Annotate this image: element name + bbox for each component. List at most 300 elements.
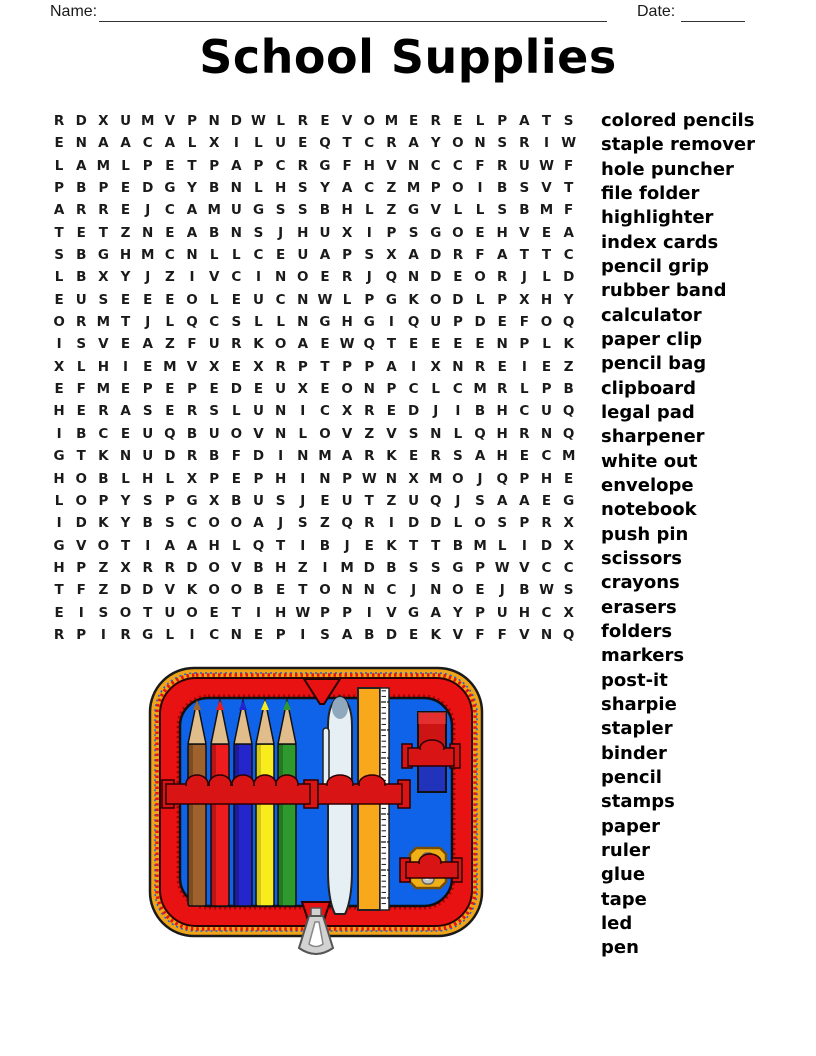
grid-letter: L xyxy=(520,381,529,398)
word-list-item: pencil xyxy=(601,766,662,788)
grid-letter: D xyxy=(75,515,87,532)
grid-letter: Z xyxy=(364,425,375,442)
grid-letter: I xyxy=(300,470,306,487)
grid-letter: A xyxy=(341,448,353,465)
grid-letter: C xyxy=(187,515,197,532)
grid-letter: R xyxy=(142,559,153,576)
grid-letter: N xyxy=(297,291,309,308)
grid-letter: O xyxy=(186,291,198,308)
grid-letter: I xyxy=(189,626,195,643)
grid-letter: V xyxy=(76,537,87,554)
grid-letter: M xyxy=(96,314,111,331)
grid-letter: N xyxy=(363,582,375,599)
grid-letter: S xyxy=(519,180,530,197)
grid-letter: J xyxy=(278,515,284,532)
grid-letter: F xyxy=(475,626,485,643)
grid-letter: S xyxy=(275,492,286,509)
word-list-item: clipboard xyxy=(601,377,697,399)
pencil-case-illustration xyxy=(146,660,490,960)
grid-letter: E xyxy=(408,336,419,353)
grid-letter: U xyxy=(164,604,176,621)
grid-letter: B xyxy=(98,470,109,487)
grid-letter: T xyxy=(541,113,552,129)
grid-letter: A xyxy=(164,135,176,152)
grid-letter: K xyxy=(408,291,419,308)
grid-letter: H xyxy=(208,537,220,554)
word-list-item: tape xyxy=(601,888,647,910)
grid-letter: H xyxy=(341,202,353,219)
grid-letter: P xyxy=(54,180,65,197)
grid-letter: R xyxy=(541,515,552,532)
grid-letter: L xyxy=(209,291,219,308)
grid-letter: S xyxy=(563,582,574,599)
grid-letter: D xyxy=(142,582,154,599)
grid-letter: C xyxy=(541,559,552,576)
grid-row xyxy=(48,579,580,601)
grid-letter: B xyxy=(76,269,87,286)
grid-letter: H xyxy=(496,448,508,465)
grid-letter: A xyxy=(186,537,198,554)
grid-letter: J xyxy=(278,224,284,241)
grid-letter: U xyxy=(142,425,154,442)
grid-letter: T xyxy=(276,537,286,554)
grid-letter: P xyxy=(342,604,353,621)
grid-letter: T xyxy=(564,180,574,197)
grid-letter: P xyxy=(342,358,353,375)
grid-letter: E xyxy=(475,582,485,599)
grid-letter: M xyxy=(207,202,221,219)
grid-letter: J xyxy=(145,314,151,331)
grid-letter: B xyxy=(76,247,87,264)
grid-letter: H xyxy=(496,403,508,420)
grid-letter: C xyxy=(98,425,109,442)
word-list-item: stamps xyxy=(601,791,675,813)
grid-letter: O xyxy=(341,381,353,398)
grid-letter: L xyxy=(431,381,441,398)
grid-letter: C xyxy=(563,559,574,576)
word-list-item: scissors xyxy=(601,547,682,569)
grid-letter: S xyxy=(497,202,508,219)
grid-letter: B xyxy=(209,224,220,241)
grid-letter: A xyxy=(341,626,353,643)
grid-letter: L xyxy=(276,314,285,331)
grid-letter: I xyxy=(300,626,306,643)
grid-row xyxy=(48,333,580,355)
grid-letter: N xyxy=(274,269,287,286)
grid-letter: O xyxy=(474,269,486,286)
grid-letter: L xyxy=(254,180,263,197)
grid-letter: E xyxy=(475,336,485,353)
grid-letter: O xyxy=(119,604,132,621)
grid-letter: D xyxy=(430,247,442,264)
grid-letter: Q xyxy=(429,492,442,509)
grid-letter: R xyxy=(497,157,508,174)
grid-letter: A xyxy=(98,135,109,152)
grid-letter: M xyxy=(163,358,177,375)
grid-letter: V xyxy=(541,180,552,197)
grid-letter: N xyxy=(540,425,553,442)
grid-letter: H xyxy=(363,157,375,174)
grid-letter: N xyxy=(430,425,442,442)
grid-letter: K xyxy=(98,515,109,532)
grid-letter: G xyxy=(363,314,375,331)
grid-letter: V xyxy=(164,113,176,129)
grid-letter: F xyxy=(564,202,574,219)
grid-row xyxy=(48,624,580,646)
grid-letter: N xyxy=(75,135,87,152)
grid-letter: L xyxy=(54,269,64,286)
grid-letter: N xyxy=(208,113,220,129)
grid-letter: U xyxy=(120,113,132,129)
word-list-item: erasers xyxy=(601,596,677,618)
grid-letter: I xyxy=(388,515,394,532)
grid-letter: L xyxy=(475,113,485,129)
grid-letter: T xyxy=(98,224,108,241)
grid-letter: J xyxy=(521,269,527,286)
grid-letter: A xyxy=(430,604,441,621)
eraser-strap xyxy=(402,740,460,768)
grid-letter: N xyxy=(142,224,154,241)
grid-letter: K xyxy=(253,336,264,353)
grid-letter: A xyxy=(386,358,397,375)
grid-letter: M xyxy=(539,202,554,219)
grid-letter: T xyxy=(54,224,64,241)
grid-letter: Q xyxy=(407,314,420,331)
grid-letter: Z xyxy=(320,515,330,532)
grid-letter: A xyxy=(253,515,264,532)
word-list-item: led xyxy=(601,912,633,934)
grid-letter: A xyxy=(408,247,419,264)
grid-letter: S xyxy=(98,604,109,621)
grid-letter: E xyxy=(165,224,175,241)
grid-letter: T xyxy=(541,247,552,264)
grid-letter: J xyxy=(366,269,372,286)
grid-letter: I xyxy=(278,448,284,465)
grid-letter: B xyxy=(231,492,242,509)
grid-letter: V xyxy=(386,604,397,621)
grid-letter: W xyxy=(561,135,577,152)
grid-letter: G xyxy=(430,224,442,241)
grid-letter: O xyxy=(297,269,309,286)
grid-letter: U xyxy=(275,135,287,152)
grid-letter: P xyxy=(541,381,552,398)
grid-letter: X xyxy=(341,403,353,420)
grid-letter: T xyxy=(408,537,419,554)
grid-letter: S xyxy=(231,314,242,331)
grid-letter: G xyxy=(53,448,65,465)
grid-letter: F xyxy=(76,582,86,599)
grid-letter: S xyxy=(142,492,153,509)
grid-letter: N xyxy=(274,425,287,442)
grid-letter: U xyxy=(208,425,220,442)
grid-letter: C xyxy=(430,157,441,174)
grid-letter: E xyxy=(54,291,64,308)
grid-letter: A xyxy=(186,224,198,241)
grid-letter: S xyxy=(408,559,419,576)
grid-letter: Z xyxy=(164,269,175,286)
sharpener-strap xyxy=(400,854,462,882)
grid-letter: K xyxy=(430,626,441,643)
grid-letter: N xyxy=(430,582,442,599)
grid-letter: I xyxy=(455,403,461,420)
word-list-item: colored pencils xyxy=(601,110,755,131)
grid-letter: R xyxy=(186,403,198,420)
grid-letter: E xyxy=(209,604,219,621)
grid-letter: U xyxy=(430,314,442,331)
grid-letter: U xyxy=(275,381,287,398)
grid-letter: E xyxy=(541,492,552,509)
grid-row xyxy=(48,356,580,378)
grid-letter: D xyxy=(385,626,398,643)
grid-letter: V xyxy=(386,425,397,442)
grid-letter: J xyxy=(145,202,151,219)
grid-letter: R xyxy=(364,448,375,465)
grid-letter: A xyxy=(297,336,309,353)
grid-letter: V xyxy=(98,336,109,353)
grid-letter: A xyxy=(408,135,419,152)
grid-letter: O xyxy=(230,425,243,442)
word-list-item: crayons xyxy=(601,572,680,594)
grid-letter: E xyxy=(386,403,397,420)
grid-letter: E xyxy=(408,113,419,129)
grid-letter: B xyxy=(76,425,87,442)
grid-letter: E xyxy=(497,314,507,331)
grid-letter: E xyxy=(541,358,552,375)
grid-letter: C xyxy=(253,247,264,264)
grid-letter: S xyxy=(453,448,463,465)
grid-letter: V xyxy=(231,559,242,576)
grid-letter: B xyxy=(563,381,574,398)
grid-letter: A xyxy=(142,336,153,353)
grid-letter: M xyxy=(473,381,487,398)
grid-letter: J xyxy=(499,582,505,599)
grid-letter: L xyxy=(497,537,507,554)
grid-letter: A xyxy=(120,403,131,420)
grid-letter: L xyxy=(165,470,175,487)
grid-letter: E xyxy=(209,381,219,398)
grid-letter: R xyxy=(519,425,530,442)
grid-letter: L xyxy=(54,492,64,509)
grid-letter: X xyxy=(120,559,131,576)
grid-letter: C xyxy=(364,180,375,197)
grid-letter: E xyxy=(541,224,552,241)
grid-letter: R xyxy=(386,135,397,152)
grid-letter: H xyxy=(53,403,65,420)
grid-letter: H xyxy=(274,559,287,576)
date-blank-line xyxy=(681,21,745,22)
grid-letter: M xyxy=(384,113,399,129)
grid-letter: O xyxy=(97,537,110,554)
word-list-item: markers xyxy=(601,645,685,667)
grid-letter: G xyxy=(452,559,464,576)
grid-letter: C xyxy=(541,448,552,465)
word-list-item: file folder xyxy=(601,182,700,204)
grid-row xyxy=(48,602,580,624)
grid-letter: T xyxy=(187,157,197,174)
grid-letter: N xyxy=(186,247,198,264)
grid-letter: M xyxy=(96,157,111,174)
grid-letter: E xyxy=(54,604,64,621)
grid-letter: N xyxy=(496,336,508,353)
grid-letter: D xyxy=(75,113,87,129)
grid-letter: X xyxy=(208,492,220,509)
pen xyxy=(323,696,352,914)
grid-letter: G xyxy=(319,157,331,174)
grid-letter: P xyxy=(209,157,220,174)
grid-letter: D xyxy=(230,113,242,129)
grid-row xyxy=(48,110,580,132)
grid-letter: B xyxy=(76,180,87,197)
grid-letter: I xyxy=(322,559,328,576)
grid-letter: X xyxy=(563,537,574,554)
grid-letter: M xyxy=(340,559,354,576)
grid-letter: L xyxy=(232,537,241,554)
grid-letter: J xyxy=(455,492,461,509)
grid-letter: E xyxy=(453,269,463,286)
grid-letter: A xyxy=(186,202,198,219)
grid-letter: E xyxy=(76,403,86,420)
grid-letter: T xyxy=(231,604,241,621)
grid-letter: X xyxy=(208,358,220,375)
grid-letter: I xyxy=(123,358,129,375)
grid-letter: H xyxy=(518,604,531,621)
word-list-item: ruler xyxy=(601,839,650,861)
grid-letter: V xyxy=(519,224,530,241)
grid-letter: N xyxy=(540,626,553,643)
grid-letter: P xyxy=(430,180,441,197)
grid-letter: B xyxy=(209,448,220,465)
grid-letter: Q xyxy=(186,314,198,331)
grid-letter: V xyxy=(208,269,220,286)
grid-row xyxy=(48,490,580,512)
grid-letter: Y xyxy=(320,180,330,197)
grid-letter: V xyxy=(519,559,530,576)
grid-letter: C xyxy=(164,247,175,264)
grid-letter: X xyxy=(563,515,574,532)
grid-row xyxy=(48,199,580,221)
grid-letter: Y xyxy=(120,492,131,509)
grid-letter: Q xyxy=(252,537,265,554)
grid-letter: B xyxy=(497,180,508,197)
grid-letter: L xyxy=(232,403,241,420)
grid-letter: N xyxy=(407,157,420,174)
grid-letter: Z xyxy=(563,358,574,375)
grid-letter: E xyxy=(320,492,330,509)
grid-letter: H xyxy=(341,314,353,331)
word-list-item: index cards xyxy=(601,231,719,253)
grid-letter: A xyxy=(474,448,486,465)
grid-letter: A xyxy=(496,247,508,264)
word-list-item: rubber band xyxy=(601,280,727,302)
word-list-item: pen xyxy=(601,937,639,959)
grid-letter: P xyxy=(519,515,530,532)
grid-letter: M xyxy=(429,470,443,487)
word-list-item: stapler xyxy=(601,718,673,740)
grid-letter: X xyxy=(430,358,441,375)
grid-letter: G xyxy=(252,202,265,219)
grid-letter: W xyxy=(251,113,266,129)
grid-letter: I xyxy=(56,336,62,353)
word-list-item: post-it xyxy=(601,669,668,691)
grid-letter: P xyxy=(386,224,397,241)
grid-letter: L xyxy=(187,135,197,152)
grid-letter: E xyxy=(165,403,175,420)
grid-row xyxy=(48,468,580,490)
grid-letter: S xyxy=(297,515,308,532)
grid-letter: N xyxy=(230,626,242,643)
grid-letter: E xyxy=(120,202,131,219)
grid-letter: P xyxy=(187,381,197,398)
grid-letter: E xyxy=(253,626,264,643)
grid-letter: H xyxy=(119,247,132,264)
grid-letter: Y xyxy=(120,515,131,532)
grid-letter: V xyxy=(386,157,397,174)
grid-letter: H xyxy=(274,604,287,621)
grid-letter: J xyxy=(433,403,439,420)
grid-letter: C xyxy=(231,269,242,286)
grid-letter: U xyxy=(319,224,331,241)
grid-row xyxy=(48,535,580,557)
grid-letter: R xyxy=(497,269,508,286)
grid-letter: V xyxy=(341,113,353,129)
grid-letter: T xyxy=(342,135,352,152)
grid-letter: G xyxy=(164,180,176,197)
grid-letter: F xyxy=(475,157,485,174)
grid-row xyxy=(48,378,580,400)
grid-letter: I xyxy=(255,604,261,621)
grid-letter: U xyxy=(253,492,264,509)
grid-letter: E xyxy=(165,291,175,308)
grid-letter: P xyxy=(142,157,153,174)
grid-letter: Y xyxy=(187,180,197,197)
grid-letter: C xyxy=(519,403,530,420)
grid-letter: E xyxy=(408,626,419,643)
grid-letter: G xyxy=(563,492,575,509)
grid-letter: L xyxy=(254,314,263,331)
grid-letter: E xyxy=(320,113,330,129)
grid-letter: N xyxy=(452,358,464,375)
grid-letter: R xyxy=(364,403,375,420)
grid-letter: C xyxy=(452,157,463,174)
word-list-item: hole puncher xyxy=(601,158,734,180)
grid-letter: A xyxy=(120,135,131,152)
word-list-item: sharpie xyxy=(601,693,677,715)
word-list-item: push pin xyxy=(601,523,689,545)
grid-letter: R xyxy=(275,358,286,375)
grid-letter: R xyxy=(76,202,87,219)
grid-letter: T xyxy=(364,492,374,509)
grid-letter: H xyxy=(274,470,287,487)
grid-letter: E xyxy=(276,582,286,599)
grid-letter: E xyxy=(231,470,241,487)
grid-letter: S xyxy=(275,202,286,219)
grid-letter: P xyxy=(164,492,175,509)
grid-letter: C xyxy=(275,157,286,174)
grid-letter: O xyxy=(230,515,243,532)
grid-letter: X xyxy=(519,291,530,308)
grid-letter: B xyxy=(253,582,264,599)
grid-letter: L xyxy=(453,425,463,442)
grid-letter: E xyxy=(165,157,175,174)
grid-letter: P xyxy=(297,358,308,375)
grid-letter: G xyxy=(408,604,420,621)
grid-letter: S xyxy=(497,515,508,532)
grid-letter: M xyxy=(140,113,155,129)
word-list-item: legal pad xyxy=(601,401,695,423)
grid-letter: A xyxy=(519,113,530,129)
word-list-item: sharpener xyxy=(601,426,705,448)
grid-letter: A xyxy=(76,157,87,174)
